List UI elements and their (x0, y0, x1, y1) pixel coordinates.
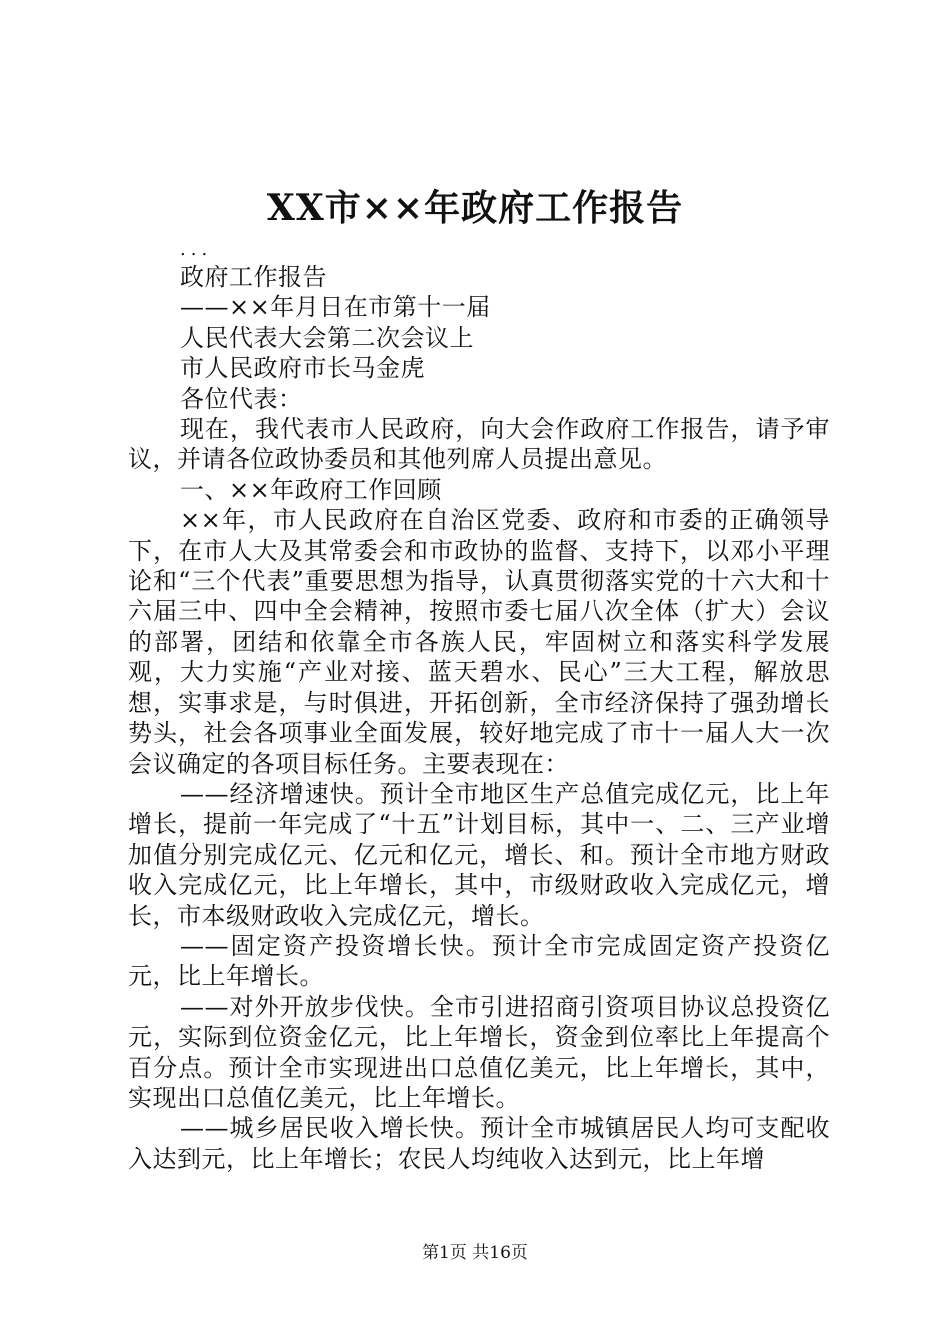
ellipsis-line: ... (180, 239, 213, 260)
paragraph-speaker-line: 市人民政府市长马金虎 (180, 354, 425, 383)
document-body (128, 238, 830, 1174)
paragraph-economic-growth: ——经济增速快。预计全市地区生产总值完成亿元，比上年增长，提前一年完成了“十五”计划目标，其中一、二、三产业增加值分别完成亿元、亿元和亿元，增长、和。预计全市地方财政收入完成亿元，比上年增长，其中，市级财政收入完成亿元，增长，市本级财政收入完成亿元，增长。 (128, 779, 830, 930)
paragraph-meeting-line: 人民代表大会第二次会议上 (180, 323, 474, 352)
paragraph-intro: 现在，我代表市人民政府，向大会作政府工作报告，请予审议，并请各位政协委员和其他列席人员提出意见。 (128, 415, 830, 474)
paragraph-fixed-investment: ——固定资产投资增长快。预计全市完成固定资产投资亿元，比上年增长。 (128, 931, 830, 991)
paragraph-report-heading: 政府工作报告 (180, 263, 327, 291)
section-heading-review: 一、××年政府工作回顾 (180, 475, 442, 504)
document-title: XX市××年政府工作报告 (266, 187, 684, 229)
paragraph-salutation: 各位代表： (180, 384, 303, 413)
paragraph-review-summary: ××年，市人民政府在自治区党委、政府和市委的正确领导下，在市人大及其常委会和市政协的监督、支持下，以邓小平理论和“三个代表”重要思想为指导，认真贯彻落实党的十六大和十六届三中、四中全会精神，按照市委七届八次全体（扩大）会议的部署，团结和依靠全市各族人民，牢固树立和落实科学发展观，大力实施“产业对接、蓝天碧水、民心”三大工程，解放思想，实事求是，与时俱进，开拓创新，全市经济保持了强劲增长势头，社会各项事业全面发展，较好地完成了市十一届人大一次会议确定的各项目标任务。主要表现在： (128, 506, 830, 778)
paragraph-opening-up: ——对外开放步伐快。全市引进招商引资项目协议总投资亿元，实际到位资金亿元，比上年增长，资金到位率比上年提高个百分点。预计全市实现进出口总值亿美元，比上年增长，其中，实现出口总值亿美元，比上年增长。 (128, 992, 830, 1112)
page-number-footer: 第1页 共16页 (422, 1243, 528, 1263)
paragraph-date-line: ——××年月日在市第十一届 (180, 293, 491, 322)
paragraph-resident-income: ——城乡居民收入增长快。预计全市城镇居民人均可支配收入达到元，比上年增长；农民人均纯收入达到元，比上年增 (128, 1114, 830, 1173)
